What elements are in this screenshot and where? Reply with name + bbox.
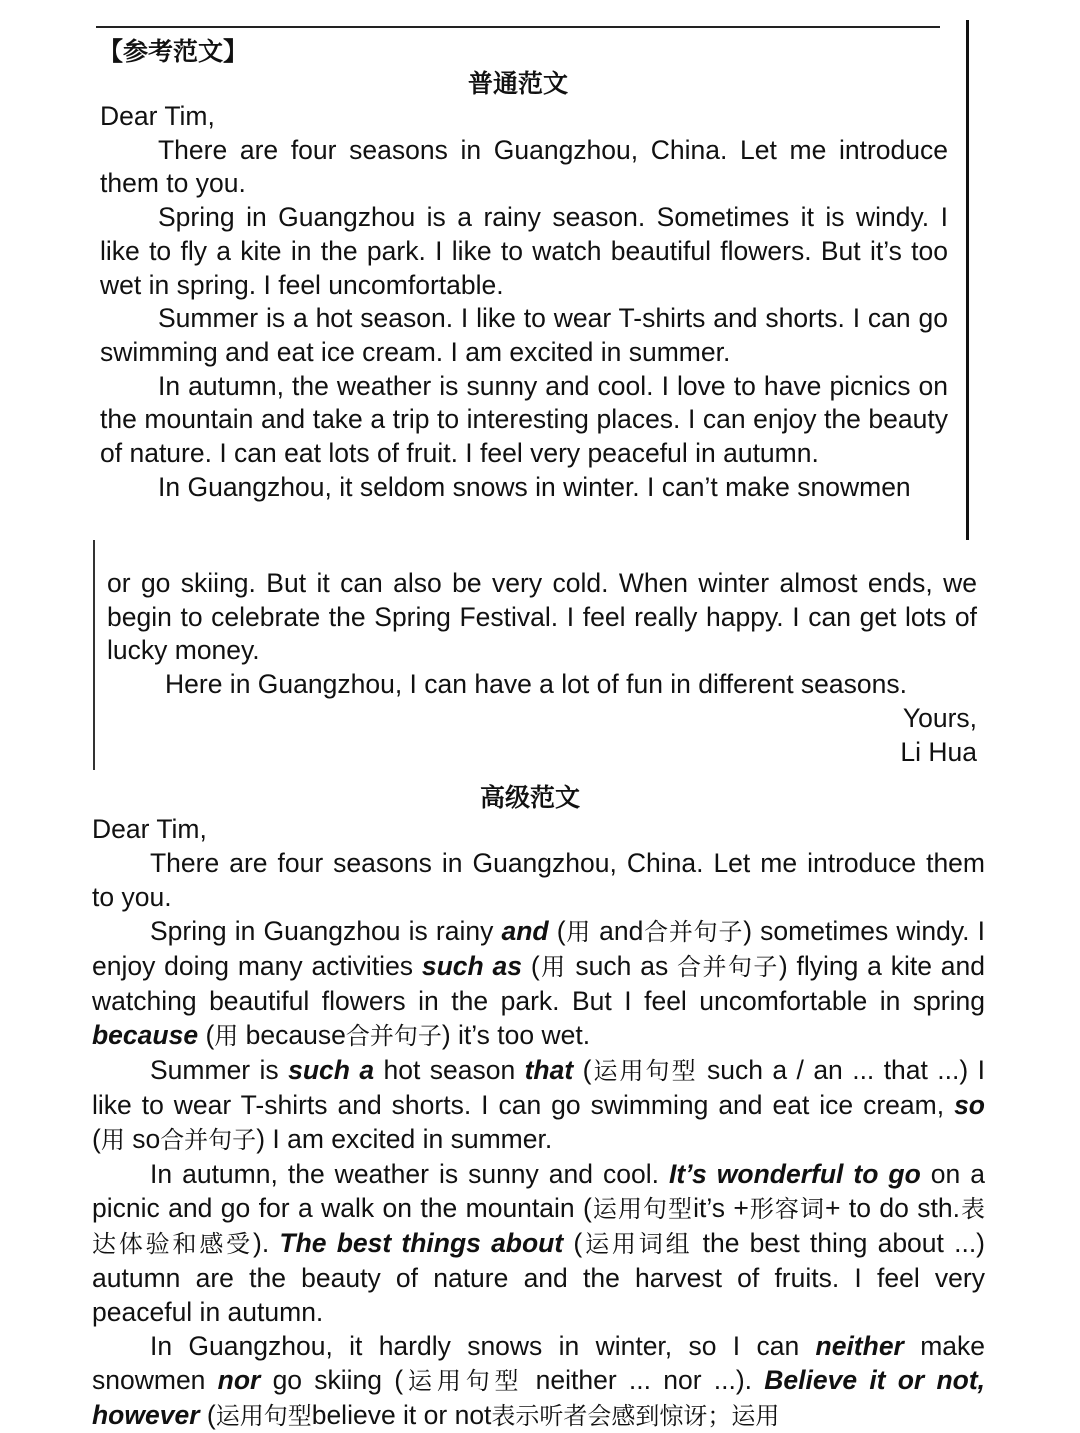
text-run: neither ... nor ...). <box>523 1365 765 1395</box>
emphasized-phrase: so <box>954 1090 985 1120</box>
chinese-annotation: 运用句型 <box>215 1402 312 1430</box>
reference-essay-tag: 【参考范文】 <box>98 37 249 66</box>
normal-essay-heading: 普通范文 <box>468 69 569 98</box>
greeting: Dear Tim, <box>100 101 215 131</box>
advanced-essay <box>92 812 985 1433</box>
chinese-annotation: 形容词 <box>748 1195 826 1223</box>
text-run: ( <box>522 951 540 981</box>
text-run: ( <box>573 1055 592 1085</box>
text-run: Summer is <box>150 1055 289 1085</box>
chinese-annotation: 合并句子 <box>643 918 744 946</box>
text-run: the best thing about ...) autumn are the beauty of nature and the harvest of fruits. I feel very peaceful in autumn. <box>92 1228 986 1327</box>
text-run: ) I am excited in summer. <box>256 1124 553 1154</box>
normal-essay-part1 <box>100 100 948 504</box>
chinese-annotation: 运用句型 <box>403 1367 524 1395</box>
chinese-annotation: 运用句型 <box>591 1057 698 1085</box>
chinese-annotation: 合并句子 <box>160 1126 257 1154</box>
text-run: so <box>124 1124 161 1154</box>
text-run: + to do sth. <box>825 1193 960 1223</box>
chinese-annotation: 表示听者会感到惊讶；运用 <box>491 1402 780 1430</box>
paragraph-summer: Summer is a hot season. I like to wear T-shirts and shorts. I can go swimming and eat ice cream. I am excited in summer. <box>100 303 948 367</box>
text-run: ). <box>253 1228 280 1258</box>
emphasized-phrase: nor <box>217 1365 261 1395</box>
text-run: ) flying a kite and watching beautiful flowers in the park. But I feel uncomfortable in spring <box>92 951 986 1016</box>
paragraph-intro: There are four seasons in Guangzhou, China. Let me introduce them to you. <box>100 134 948 199</box>
chinese-annotation: 用 <box>565 918 592 946</box>
text-run: In autumn, the weather is sunny and cool. <box>150 1159 669 1189</box>
chinese-annotation: 用 <box>214 1022 239 1050</box>
paragraph-summer <box>92 1053 985 1157</box>
emphasized-phrase: It’s wonderful to go <box>668 1159 921 1189</box>
paragraph-conclusion: Here in Guangzhou, I can have a lot of fun in different seasons. <box>165 669 907 700</box>
chinese-annotation: 用 <box>539 953 567 981</box>
normal-essay-part2 <box>107 567 977 769</box>
paragraph-intro: There are four seasons in Guangzhou, China. Let me introduce them to you. <box>92 848 985 912</box>
text-run: ) it’s too wet. <box>441 1020 591 1050</box>
top-rule <box>96 26 940 28</box>
emphasized-phrase: Believe it or not, however <box>92 1365 986 1430</box>
text-run: hot season <box>374 1055 525 1085</box>
paragraph-autumn: In autumn, the weather is sunny and cool. I love to have picnics on the mountain and take a trip to interesting places. I can enjoy the beauty of nature. I can eat lots of fruit. I feel very peaceful in autumn. <box>100 370 948 469</box>
text-run: such a / an ... that ...) I like to wear T-shirts and shorts. I can go swimming and eat ice cream, <box>92 1055 985 1120</box>
text-run: because <box>238 1020 346 1050</box>
greeting: Dear Tim, <box>92 814 207 844</box>
text-run: go skiing ( <box>260 1365 404 1395</box>
text-run: In Guangzhou, it hardly snows in winter, so I can <box>150 1331 816 1361</box>
paragraph-winter-start: In Guangzhou, it seldom snows in winter. I can’t make snowmen <box>158 471 911 502</box>
chinese-annotation: 运用词组 <box>582 1230 693 1258</box>
text-run: such as <box>566 951 678 981</box>
text-run: on a picnic and go for a walk on the mountain ( <box>92 1159 985 1223</box>
chinese-annotation: 表达体验和感受 <box>92 1195 986 1258</box>
paragraph-winter-end: or go skiing. But it can also be very cold. When winter almost ends, we begin to celebrate the Spring Festival. I feel really happy. I can get lots of lucky money. <box>107 568 977 666</box>
emphasized-phrase: neither <box>815 1331 904 1361</box>
emphasized-phrase: such as <box>421 951 523 981</box>
text-run: believe it or not <box>311 1400 492 1430</box>
text-run: make snowmen <box>92 1331 985 1395</box>
signature: Li Hua <box>900 736 977 767</box>
text-run: ( <box>198 1020 215 1050</box>
emphasized-phrase: such a <box>288 1055 375 1085</box>
paragraph-autumn <box>92 1157 985 1329</box>
emphasized-phrase: because <box>92 1020 199 1050</box>
text-run: ( <box>92 1124 101 1154</box>
text-run: ( <box>563 1228 583 1258</box>
right-border-line <box>966 20 969 540</box>
text-run: Spring in Guangzhou is rainy <box>150 916 502 946</box>
advanced-essay-heading: 高级范文 <box>480 783 581 812</box>
closing: Yours, <box>902 702 977 733</box>
text-run: it’s + <box>693 1193 749 1223</box>
text-run: and <box>591 916 644 946</box>
paragraph-winter <box>92 1329 985 1433</box>
text-run: ( <box>199 1400 216 1430</box>
text-run: ( <box>548 916 566 946</box>
paragraph-spring <box>92 914 985 1053</box>
chinese-annotation: 合并句子 <box>345 1022 442 1050</box>
emphasized-phrase: that <box>524 1055 574 1085</box>
emphasized-phrase: The best things about <box>279 1228 564 1258</box>
text-run: ) sometimes windy. I enjoy doing many activities <box>92 916 986 981</box>
paragraph-spring: Spring in Guangzhou is a rainy season. Sometimes it is windy. I like to fly a kite in the park. I like to watch beautiful flowers. But it’s too wet in spring. I feel uncomfortable. <box>100 202 948 300</box>
left-border-line <box>93 540 95 770</box>
chinese-annotation: 运用句型 <box>591 1195 694 1223</box>
chinese-annotation: 合并句子 <box>677 953 779 981</box>
chinese-annotation: 用 <box>100 1126 125 1154</box>
emphasized-phrase: and <box>501 916 549 946</box>
